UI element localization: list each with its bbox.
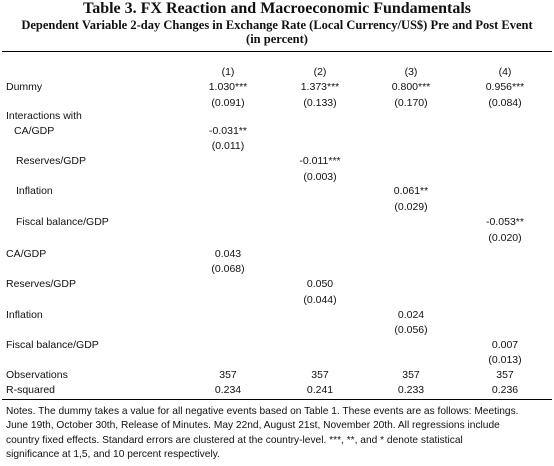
notes-line-4: significance at 1,5, and 10 percent respectively. — [6, 449, 220, 461]
observations-2: 357 — [311, 369, 329, 381]
dummy-se-3: (0.170) — [394, 97, 428, 109]
ca-se: (0.068) — [211, 263, 245, 275]
row-label-dummy: Dummy — [6, 81, 43, 93]
int-fiscal-coef: -0.053** — [486, 216, 524, 228]
int-ca-coef: -0.031** — [209, 125, 247, 137]
dummy-coef-2: 1.373*** — [300, 81, 340, 93]
table-notes — [6, 405, 550, 463]
rsquared-2: 0.241 — [306, 384, 334, 396]
row-label-int-fiscal: Fiscal balance/GDP — [16, 216, 109, 228]
row-label-rsquared: R-squared — [6, 384, 56, 396]
row-label-fiscal: Fiscal balance/GDP — [6, 339, 99, 351]
row-label-int-reserves: Reserves/GDP — [16, 155, 87, 167]
table-subtitle: Dependent Variable 2-day Changes in Exchange Rate (Local Currency/US$) Pre and Post Event — [21, 18, 533, 32]
column-header-3: (3) — [404, 66, 418, 78]
dummy-coef-4: 0.956*** — [485, 81, 525, 93]
observations-1: 357 — [219, 369, 237, 381]
rsquared-1: 0.234 — [214, 384, 242, 396]
int-inflation-coef: 0.061** — [393, 185, 429, 197]
notes-line-1: Notes. The dummy takes a value for all negative events based on Table 1. These events are as follows: Meetings. — [6, 406, 519, 417]
dummy-se-2: (0.133) — [303, 97, 337, 109]
column-header-2: (2) — [313, 66, 327, 78]
int-reserves-coef: -0.011*** — [299, 155, 341, 167]
reserves-coef: 0.050 — [306, 278, 334, 290]
column-header-1: (1) — [221, 66, 235, 78]
inflation-se: (0.056) — [394, 324, 428, 336]
rsquared-4: 0.236 — [491, 384, 519, 396]
row-label-int-inflation: Inflation — [16, 185, 53, 197]
fiscal-se: (0.013) — [488, 354, 522, 366]
dummy-coef-3: 0.800*** — [391, 81, 431, 93]
fiscal-coef: 0.007 — [491, 339, 519, 351]
notes-line-3: country fixed effects. Standard errors are clustered at the country-level. ***, **, and * denote statistical — [6, 434, 463, 446]
rsquared-3: 0.233 — [397, 384, 425, 396]
row-label-reserves: Reserves/GDP — [6, 278, 77, 290]
int-fiscal-se: (0.020) — [488, 232, 522, 244]
int-inflation-se: (0.029) — [394, 201, 428, 213]
inflation-coef: 0.024 — [397, 309, 425, 321]
row-label-ca: CA/GDP — [6, 248, 47, 260]
int-ca-se: (0.011) — [211, 140, 245, 152]
row-label-interactions: Interactions with — [6, 110, 82, 122]
row-label-observations: Observations — [6, 369, 68, 381]
reserves-se: (0.044) — [303, 294, 337, 306]
bottom-rule — [2, 399, 552, 400]
notes-line-2: June 19th, October 30th, Release of Minutes. May 22nd, August 21st, November 20th. All regressions include — [6, 420, 500, 432]
dummy-se-1: (0.091) — [211, 97, 245, 109]
row-label-int-ca: CA/GDP — [14, 125, 55, 137]
dummy-coef-1: 1.030*** — [208, 81, 248, 93]
observations-4: 357 — [496, 369, 514, 381]
table-subtitle-units: (in percent) — [246, 32, 308, 46]
top-rule — [2, 51, 552, 52]
int-reserves-se: (0.003) — [303, 171, 337, 183]
row-label-inflation: Inflation — [6, 309, 43, 321]
table-title: Table 3. FX Reaction and Macroeconomic Fundamentals — [83, 0, 471, 17]
observations-3: 357 — [402, 369, 420, 381]
dummy-se-4: (0.084) — [488, 97, 522, 109]
ca-coef: 0.043 — [214, 248, 242, 260]
column-header-4: (4) — [498, 66, 512, 78]
